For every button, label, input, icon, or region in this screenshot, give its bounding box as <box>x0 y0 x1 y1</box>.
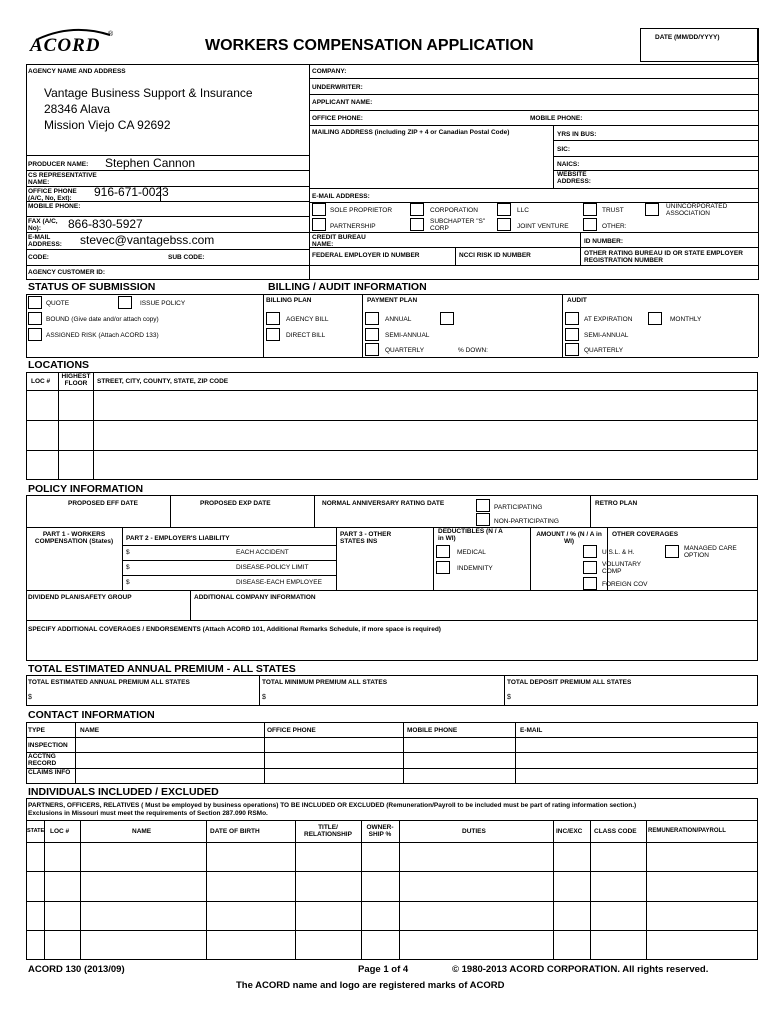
est-dollar[interactable]: $ <box>28 694 32 701</box>
quarterly-checkbox[interactable] <box>365 343 379 356</box>
premium-title: TOTAL ESTIMATED ANNUAL PREMIUM - ALL STATES <box>28 663 296 675</box>
monthly-checkbox[interactable] <box>648 312 662 325</box>
amount-label: AMOUNT / % (N / A in WI) <box>536 531 602 545</box>
exp-date-label: PROPOSED EXP DATE <box>200 500 271 507</box>
down-label: % DOWN: <box>458 347 488 354</box>
voluntary-checkbox[interactable] <box>583 561 597 574</box>
footer-marks: The ACORD name and logo are registered marks of ACORD <box>236 980 505 991</box>
contact-office-col: OFFICE PHONE <box>267 727 316 734</box>
part3-label: PART 3 - OTHER STATES INS <box>340 531 392 545</box>
specify-label: SPECIFY ADDITIONAL COVERAGES / ENDORSEMENTS (Attach ACORD 101, Additional Remarks Schedule, if more space is required) <box>28 626 441 633</box>
col-dob: DATE OF BIRTH <box>210 828 260 835</box>
mobile-phone-label: MOBILE PHONE: <box>28 203 81 210</box>
audit-label: AUDIT <box>567 297 587 304</box>
date-label: DATE (MM/DD/YYYY) <box>655 34 720 41</box>
assigned-label: ASSIGNED RISK (Attach ACORD 133) <box>46 332 159 339</box>
quote-label: QUOTE <box>46 300 70 307</box>
policy-title: POLICY INFORMATION <box>28 483 144 495</box>
naics-label: NAICS: <box>557 161 580 168</box>
producer-label: PRODUCER NAME: <box>28 161 89 168</box>
status-title: STATUS OF SUBMISSION <box>28 281 156 293</box>
issue-checkbox[interactable] <box>118 296 132 309</box>
each-employee-label: DISEASE-EACH EMPLOYEE <box>236 579 322 586</box>
pl-dollar: $ <box>126 564 130 571</box>
managed-checkbox[interactable] <box>665 545 679 558</box>
dep-premium-label: TOTAL DEPOSIT PREMIUM ALL STATES <box>507 679 632 686</box>
voluntary-label: VOLUNTARY COMP <box>602 561 642 575</box>
credit-label: CREDIT BUREAU NAME: <box>312 234 366 248</box>
part2-label: PART 2 - EMPLOYER'S LIABILITY <box>126 535 230 542</box>
individuals-note1: PARTNERS, OFFICERS, RELATIVES ( Must be employed by business operations) TO BE INCLUDED OR EXCLUDED (Remuneration/Payroll to be included must be part of rating information section.) <box>28 802 637 809</box>
managed-label: MANAGED CARE OPTION <box>684 545 737 559</box>
deductibles-label: DEDUCTIBLES (N / A in WI) <box>438 528 503 542</box>
subcode-label: SUB CODE: <box>168 254 205 261</box>
contact-name-col: NAME <box>80 727 100 734</box>
annual-label: ANNUAL <box>385 316 412 323</box>
col-ownership: OWNER-SHIP % <box>366 824 394 838</box>
contact-title: CONTACT INFORMATION <box>28 709 155 721</box>
audit-semi-checkbox[interactable] <box>565 328 579 341</box>
individuals-title: INDIVIDUALS INCLUDED / EXCLUDED <box>28 786 219 798</box>
form-title: WORKERS COMPENSATION APPLICATION <box>205 37 534 54</box>
expiration-checkbox[interactable] <box>565 312 579 325</box>
semi-checkbox[interactable] <box>365 328 379 341</box>
company-label: COMPANY: <box>312 68 347 75</box>
customer-id-label: AGENCY CUSTOMER ID: <box>28 269 106 276</box>
agency-bill-label: AGENCY BILL <box>286 316 329 323</box>
footer-form: ACORD 130 (2013/09) <box>28 964 125 975</box>
contact-type-col: TYPE <box>28 727 45 734</box>
street-col: STREET, CITY, COUNTY, STATE, ZIP CODE <box>97 378 229 385</box>
assigned-checkbox[interactable] <box>28 328 42 341</box>
col-title: TITLE/ RELATIONSHIP <box>304 824 352 838</box>
inspection-row: INSPECTION <box>28 742 68 749</box>
fax-label: FAX (A/C, No): <box>28 218 58 232</box>
individuals-note2: Exclusions in Missouri must meet the requirements of Section 287.090 RSMo. <box>28 810 268 817</box>
audit-quarterly-checkbox[interactable] <box>565 343 579 356</box>
fein-label: FEDERAL EMPLOYER ID NUMBER <box>312 252 420 259</box>
foreign-checkbox[interactable] <box>583 577 597 590</box>
agency-bill-checkbox[interactable] <box>266 312 280 325</box>
policy-box <box>26 495 758 661</box>
each-accident-label: EACH ACCIDENT <box>236 549 289 556</box>
indemnity-label: INDEMNITY <box>457 565 493 572</box>
participating-label: PARTICIPATING <box>494 504 543 511</box>
additional-label: ADDITIONAL COMPANY INFORMATION <box>194 594 316 601</box>
nonpart-checkbox[interactable] <box>476 513 490 526</box>
corp-checkbox[interactable] <box>410 203 424 216</box>
yrs-label: YRS IN BUS: <box>557 131 597 138</box>
uninc-label: UNINCORPORATED ASSOCIATION <box>666 203 728 217</box>
subs-label: SUBCHAPTER "S" CORP <box>430 218 486 232</box>
acord-logo-reg: ® <box>108 31 114 38</box>
expiration-label: AT EXPIRATION <box>584 316 633 323</box>
contact-email-col: E-MAIL <box>520 727 543 734</box>
annual-checkbox[interactable] <box>365 312 379 325</box>
subs-checkbox[interactable] <box>410 218 424 231</box>
jv-label: JOINT VENTURE <box>517 223 569 230</box>
sole-label: SOLE PROPRIETOR <box>330 207 393 214</box>
participating-checkbox[interactable] <box>476 499 490 512</box>
medical-checkbox[interactable] <box>436 545 450 558</box>
office-phone-value[interactable]: 916-671-0023 <box>94 185 169 199</box>
col-loc: LOC # <box>50 828 70 835</box>
issue-label: ISSUE POLICY <box>140 300 186 307</box>
semi-label: SEMI-ANNUAL <box>385 332 430 339</box>
other-cov-label: OTHER COVERAGES <box>612 531 679 538</box>
acctng-row: ACCTNG RECORD <box>28 753 57 767</box>
medical-label: MEDICAL <box>457 549 486 556</box>
foreign-label: FOREIGN COV <box>602 581 648 588</box>
contact-mobile-col: MOBILE PHONE <box>407 727 458 734</box>
office-phone-label: OFFICE PHONE (A/C, No, Ext): <box>28 188 77 202</box>
code-label: CODE: <box>28 254 49 261</box>
bound-label: BOUND (Give date and/or attach copy) <box>46 316 159 323</box>
ee-dollar: $ <box>126 579 130 586</box>
trust-label: TRUST <box>602 207 624 214</box>
underwriter-label: UNDERWRITER: <box>312 84 363 91</box>
jv-checkbox[interactable] <box>497 218 511 231</box>
col-name: NAME <box>132 828 152 835</box>
min-premium-label: TOTAL MINIMUM PREMIUM ALL STATES <box>262 679 388 686</box>
mailing-label: MAILING ADDRESS (including ZIP + 4 or Canadian Postal Code) <box>312 129 510 136</box>
col-remun: REMUNERATION/PAYROLL <box>648 828 726 834</box>
acord-logo <box>28 27 114 57</box>
eff-date-label: PROPOSED EFF DATE <box>68 500 138 507</box>
footer-page: Page 1 of 4 <box>358 964 409 975</box>
acord-logo-text: ACORD <box>30 35 101 56</box>
anniv-label: NORMAL ANNIVERSARY RATING DATE <box>322 500 445 507</box>
other-checkbox[interactable] <box>583 218 597 231</box>
direct-bill-label: DIRECT BILL <box>286 332 326 339</box>
email-label: E-MAIL ADDRESS: <box>28 234 62 248</box>
applicant-label: APPLICANT NAME: <box>312 99 373 106</box>
other-label: OTHER: <box>602 223 627 230</box>
uninc-checkbox[interactable] <box>645 203 659 216</box>
applicant-email-label: E-MAIL ADDRESS: <box>312 193 370 200</box>
min-dollar[interactable]: $ <box>262 694 266 701</box>
ea-dollar: $ <box>126 549 130 556</box>
agency-street[interactable]: 28346 Alava <box>44 102 111 116</box>
email-value[interactable]: stevec@vantagebss.com <box>80 233 215 247</box>
quarterly-label: QUARTERLY <box>385 347 425 354</box>
col-class: CLASS CODE <box>594 828 637 835</box>
annual2-checkbox[interactable] <box>440 312 454 325</box>
col-duties: DUTIES <box>462 828 486 835</box>
monthly-label: MONTHLY <box>670 316 702 323</box>
producer-name[interactable]: Stephen Cannon <box>105 156 196 170</box>
billing-plan-label: BILLING PLAN <box>266 297 312 304</box>
applicant-mobile-label: MOBILE PHONE: <box>530 115 583 122</box>
dep-dollar[interactable]: $ <box>507 694 511 701</box>
cs-label: CS REPRESENTATIVE NAME: <box>28 172 97 186</box>
sic-label: SIC: <box>557 146 570 153</box>
part1-label: PART 1 - WORKERS COMPENSATION (States) <box>34 531 114 545</box>
direct-bill-checkbox[interactable] <box>266 328 280 341</box>
floor-col: HIGHEST FLOOR <box>61 373 91 387</box>
agency-city[interactable]: Mission Viejo CA 92692 <box>44 118 171 132</box>
id-number-label: ID NUMBER: <box>584 238 623 245</box>
individuals-table <box>26 798 758 960</box>
quote-checkbox[interactable] <box>28 296 42 309</box>
footer-copyright: © 1980-2013 ACORD CORPORATION. All rights reserved. <box>452 964 709 975</box>
nonpart-label: NON-PARTICIPATING <box>494 518 559 525</box>
col-state: STATE <box>27 828 45 834</box>
corp-label: CORPORATION <box>430 207 478 214</box>
llc-checkbox[interactable] <box>497 203 511 216</box>
audit-quarterly-label: QUARTERLY <box>584 347 624 354</box>
agency-label: AGENCY NAME AND ADDRESS <box>28 68 126 75</box>
loc-col: LOC # <box>31 378 51 385</box>
contact-table <box>26 722 758 784</box>
locations-title: LOCATIONS <box>28 359 90 371</box>
bound-checkbox[interactable] <box>28 312 42 325</box>
payment-plan-label: PAYMENT PLAN <box>367 297 418 304</box>
trust-checkbox[interactable] <box>583 203 597 216</box>
applicant-office-label: OFFICE PHONE: <box>312 115 363 122</box>
partner-checkbox[interactable] <box>312 218 326 231</box>
llc-label: LLC <box>517 207 529 214</box>
locations-table <box>26 372 758 480</box>
agency-name[interactable]: Vantage Business Support & Insurance <box>44 86 253 100</box>
billing-title: BILLING / AUDIT INFORMATION <box>268 281 427 293</box>
retro-label: RETRO PLAN <box>595 500 638 507</box>
indemnity-checkbox[interactable] <box>436 561 450 574</box>
ncci-label: NCCI RISK ID NUMBER <box>459 252 531 259</box>
col-incexc: INC/EXC <box>556 828 583 835</box>
fax-value[interactable]: 866-830-5927 <box>68 217 143 231</box>
usl-label: U.S.L. & H. <box>602 549 635 556</box>
est-premium-label: TOTAL ESTIMATED ANNUAL PREMIUM ALL STATES <box>28 679 190 686</box>
other-rating-label: OTHER RATING BUREAU ID OR STATE EMPLOYER REGISTRATION NUMBER <box>584 250 743 264</box>
usl-checkbox[interactable] <box>583 545 597 558</box>
website-label: WEBSITE ADDRESS: <box>557 171 591 185</box>
dividend-label: DIVIDEND PLAN/SAFETY GROUP <box>28 594 132 601</box>
claims-row: CLAIMS INFO <box>28 769 71 776</box>
partner-label: PARTNERSHIP <box>330 223 376 230</box>
sole-checkbox[interactable] <box>312 203 326 216</box>
policy-limit-label: DISEASE-POLICY LIMIT <box>236 564 309 571</box>
audit-semi-label: SEMI-ANNUAL <box>584 332 629 339</box>
